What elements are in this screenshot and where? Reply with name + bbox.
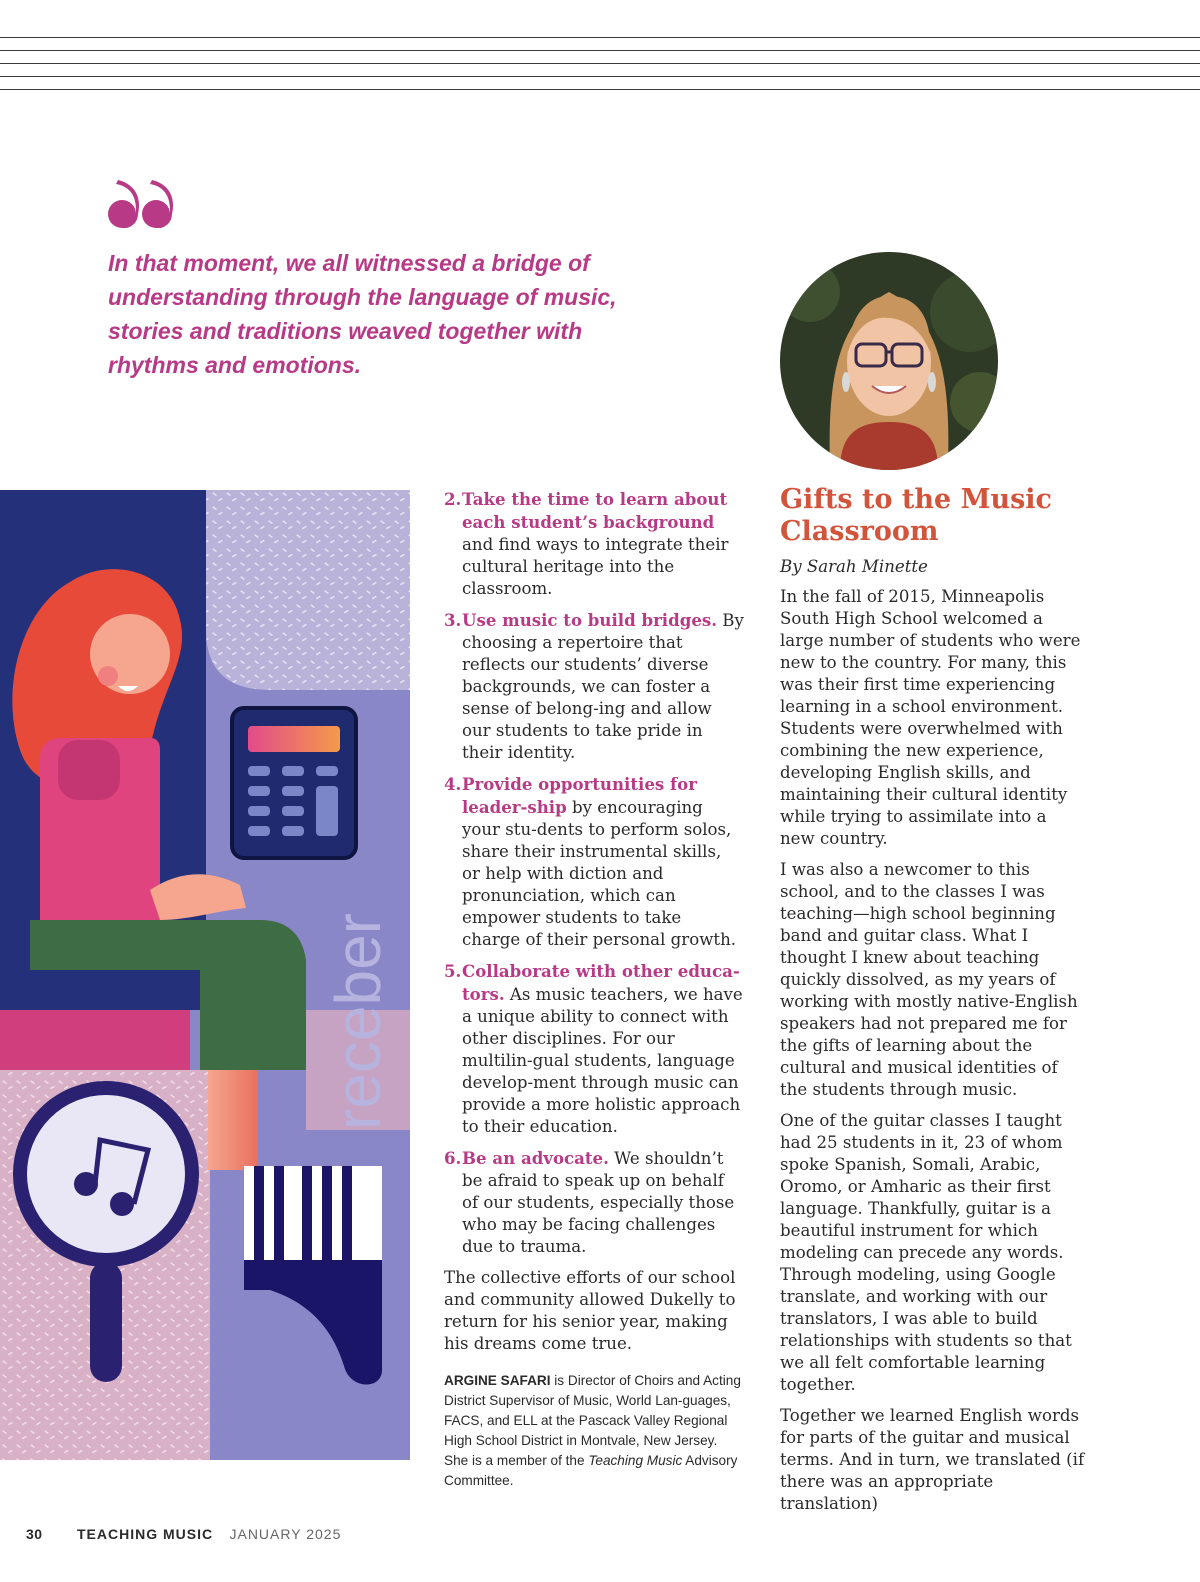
- magazine-name: TEACHING MUSIC: [76, 1526, 214, 1542]
- author-portrait: [780, 252, 998, 470]
- page-footer: [26, 1526, 341, 1542]
- staff-line: [0, 89, 1200, 90]
- paragraph: In the fall of 2015, Minneapolis South High School welcomed a large number of students who were new to the country. For many, this was their first time experiencing learning in a school environment. Students were overwhelmed with combining the new experience, developing English skills, and maintaining their cultural identity while trying to assimilate into a new country.: [780, 587, 1081, 848]
- author-bio: ARGINE SAFARI is Director of Choirs and Acting District Supervisor of Music, World Lan-guages, FACS, and ELL at the Pascack Valley Regional High School District in Montvale, New Jersey. She is a member of the Teaching Music Advisory Committee.: [444, 1373, 741, 1488]
- pull-quote: In that moment, we all witnessed a bridge of understanding through the language of music, stories and traditions weaved together with rhythms and emotions.: [108, 250, 617, 378]
- staff-line: [0, 63, 1200, 64]
- vertical-word: receber: [322, 913, 394, 1130]
- byline: By Sarah Minette: [780, 557, 928, 576]
- list-item: 5. Collaborate with other educa-tors. As music teachers, we have a unique ability to connect with other disciplines. For our multilin-gual students, language develop-ment through music can provide a more holistic approach to their education.: [444, 961, 743, 1136]
- closing-paragraph: The collective efforts of our school and community allowed Dukelly to return for his senior year, making his dreams come true.: [444, 1268, 736, 1353]
- sidebar-article: [780, 484, 1085, 1524]
- quote-mark-icon: [106, 180, 176, 228]
- list-item: 6. Be an advocate. We shouldn’t be afraid to speak up on behalf of our students, especially those who may be facing challenges due to trauma.: [444, 1148, 735, 1256]
- staff-line: [0, 50, 1200, 51]
- paragraph: One of the guitar classes I taught had 25 students in it, 23 of whom spoke Spanish, Somali, Arabic, Oromo, or Amharic as their first language. Thankfully, guitar is a beautiful instrument for which modeling can precede any words. Through modeling, using Google translate, and working with our translators, I was able to build relationships with students so that we all felt comfortable learning together.: [780, 1111, 1072, 1394]
- list-item: 2. Take the time to learn about each student’s background and find ways to integrate their cultural heritage into the classroom.: [444, 489, 729, 598]
- page-number: 30: [26, 1526, 43, 1542]
- paragraph: Together we learned English words for parts of the guitar and musical terms. And in turn, we translated (if there was an appropriate translation): [780, 1406, 1085, 1513]
- list-item: 3. Use music to build bridges. By choosing a repertoire that reflects our students’ diverse backgrounds, we can foster a sense of belong-ing and allow our students to take pride in their identity.: [444, 610, 744, 762]
- issue-date: JANUARY 2025: [229, 1526, 342, 1542]
- illustration: [0, 490, 410, 1460]
- paragraph: I was also a newcomer to this school, and to the classes I was teaching—high school beginning band and guitar class. What I thought I knew about teaching quickly dissolved, as my years of working with mostly native-English speakers had not prepared me for the gifts of learning about the cultural and musical identities of the students through music.: [780, 860, 1078, 1099]
- staff-line: [0, 76, 1200, 77]
- list-item: 4. Provide opportunities for leader-ship by encouraging your stu-dents to perform solos, share their instrumental skills, or help with diction and pronunciation, which can empower students to take charge of their personal growth.: [444, 774, 737, 949]
- staff-line: [0, 37, 1200, 38]
- numbered-tips-column: [444, 488, 744, 1491]
- tips-list: [444, 488, 744, 1258]
- sidebar-title: Gifts to the Music Classroom: [780, 484, 1052, 547]
